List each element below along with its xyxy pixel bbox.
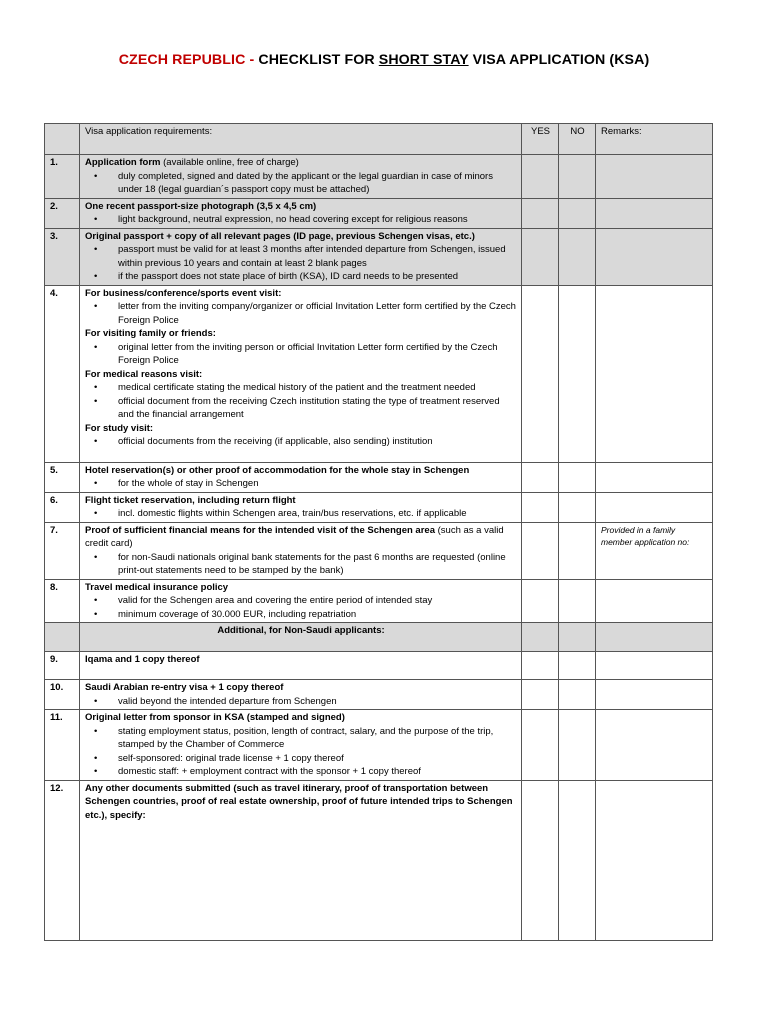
list-item: • self-sponsored: original trade license + 1 copy thereof [85,752,517,766]
remarks-cell[interactable] [596,285,713,462]
list-item: • letter from the inviting company/organizer or official Invitation Letter form certified by the Czech Foreign Police [85,300,517,327]
requirement-list [85,507,517,521]
list-item: • passport must be valid for at least 3 months after intended departure from Schengen, issued within previous 10 years and contain at least 2 blank pages [85,243,517,270]
requirement-heading [85,711,517,725]
requirement-heading [85,368,517,382]
requirement-heading [85,287,517,301]
requirement-heading-text: Travel medical insurance policy [85,581,229,593]
requirement-heading [85,524,517,551]
header-requirements: Visa application requirements: [80,124,522,155]
requirement-list [85,551,517,578]
requirement-list [85,725,517,779]
requirement-list [85,243,517,284]
row-number: 11. [45,710,80,781]
yes-checkbox-cell[interactable] [522,652,559,680]
list-item: • if the passport does not state place of birth (KSA), ID card needs to be presented [85,270,517,284]
requirement-heading-text: Hotel reservation(s) or other proof of accommodation for the whole stay in Schengen [85,464,470,476]
list-item: • minimum coverage of 30.000 EUR, including repatriation [85,608,517,622]
no-checkbox-cell[interactable] [559,492,596,522]
requirement-heading-text: Iqama and 1 copy thereof [85,654,200,665]
row-number: 1. [45,155,80,199]
no-checkbox-cell[interactable] [559,155,596,199]
list-item: • for the whole of stay in Schengen [85,477,517,491]
no-checkbox-cell[interactable] [559,522,596,579]
requirement-cell [80,462,522,492]
requirement-list [85,381,517,422]
requirement-cell [80,155,522,199]
no-checkbox-cell[interactable] [559,198,596,228]
list-item: • official documents from the receiving (if applicable, also sending) institution [85,435,517,449]
requirement-note: (available online, free of charge) [160,157,299,168]
requirement-heading-text: For medical reasons visit: [85,368,203,380]
section-num-cell [45,623,80,652]
yes-checkbox-cell[interactable] [522,155,559,199]
list-item: • light background, neutral expression, no head covering except for religious reasons [85,213,517,227]
requirement-list [85,477,517,491]
requirement-heading [85,156,517,170]
requirement-list [85,213,517,227]
requirement-heading [85,230,517,244]
requirement-cell [80,579,522,623]
remarks-cell[interactable] [596,652,713,680]
requirement-heading [85,464,517,478]
requirement-cell [80,710,522,781]
requirement-heading [85,327,517,341]
yes-checkbox-cell[interactable] [522,522,559,579]
requirement-heading-text: For business/conference/sports event visit: [85,287,282,299]
remarks-cell[interactable] [596,522,713,579]
requirement-heading-text: Proof of sufficient financial means for the intended visit of the Schengen area [85,524,435,536]
table-row [45,155,713,199]
requirement-heading [85,681,517,695]
remarks-cell[interactable] [596,780,713,940]
no-checkbox-cell[interactable] [559,285,596,462]
yes-checkbox-cell[interactable] [522,492,559,522]
header-row [45,124,713,155]
row-number: 2. [45,198,80,228]
remarks-cell[interactable] [596,198,713,228]
requirement-cell [80,228,522,285]
table-row [45,492,713,522]
requirement-heading-text: Application form [85,157,161,168]
table-row [45,780,713,940]
requirement-heading [85,200,517,214]
row-number: 10. [45,680,80,710]
yes-checkbox-cell[interactable] [522,710,559,781]
requirement-heading [85,581,517,595]
requirement-list [85,695,517,709]
list-item: • domestic staff: + employment contract with the sponsor + 1 copy thereof [85,765,517,779]
requirement-cell [80,522,522,579]
table-row [45,462,713,492]
list-item: • incl. domestic flights within Schengen area, train/bus reservations, etc. if applicable [85,507,517,521]
requirement-heading-text: Original letter from sponsor in KSA (stamped and signed) [85,712,345,723]
remarks-cell[interactable] [596,228,713,285]
requirement-heading-text: For visiting family or friends: [85,328,216,339]
list-item: • official document from the receiving Czech institution stating the type of treatment reserved and the financial arrangement [85,395,517,422]
yes-checkbox-cell[interactable] [522,198,559,228]
table-row [45,710,713,781]
list-item: • stating employment status, position, length of contract, salary, and the purpose of the trip, stamped by the Chamber of Commerce [85,725,517,752]
requirement-list [85,170,517,197]
list-item: • for non-Saudi nationals original bank statements for the past 6 months are requested (online print-out statements need to be stamped by the bank) [85,551,517,578]
row-number: 6. [45,492,80,522]
requirement-heading-text: For study visit: [85,422,154,434]
list-item: • medical certificate stating the medical history of the patient and the treatment needed [85,381,517,395]
requirement-cell [80,492,522,522]
yes-checkbox-cell[interactable] [522,780,559,940]
table-row [45,228,713,285]
row-number: 3. [45,228,80,285]
row-number: 8. [45,579,80,623]
table-row [45,579,713,623]
requirement-heading [85,422,517,436]
remarks-cell[interactable] [596,579,713,623]
table-row [45,680,713,710]
requirement-list [85,594,517,621]
no-checkbox-cell[interactable] [559,680,596,710]
no-checkbox-cell[interactable] [559,652,596,680]
section-label: Additional, for Non-Saudi applicants: [80,623,522,652]
yes-checkbox-cell[interactable] [522,579,559,623]
requirement-cell [80,652,522,680]
yes-checkbox-cell[interactable] [522,285,559,462]
requirement-cell [80,680,522,710]
row-number: 12. [45,780,80,940]
requirement-heading-text: Original passport + copy of all relevant pages (ID page, previous Schengen visas, etc.) [85,230,475,242]
header-remarks: Remarks: [596,124,713,155]
list-item: • original letter from the inviting person or official Invitation Letter form certified by the Czech Foreign Police [85,341,517,368]
table-row [45,285,713,462]
table-row [45,198,713,228]
requirement-list [85,341,517,368]
requirement-list [85,300,517,327]
remarks-cell[interactable] [596,462,713,492]
list-item: • valid beyond the intended departure from Schengen [85,695,517,709]
no-checkbox-cell[interactable] [559,780,596,940]
remark-text: Provided in a family member application no: [601,524,690,547]
requirement-heading [85,494,517,508]
table-row [45,522,713,579]
page-title [0,52,768,68]
header-num-cell [45,124,80,155]
row-number: 9. [45,652,80,680]
yes-checkbox-cell[interactable] [522,680,559,710]
row-number: 4. [45,285,80,462]
requirement-heading-text: Any other documents submitted (such as travel itinerary, proof of transportation between Schengen countries, proof of real estate ownership, proof of future intended trips to Schengen etc.), specify: [85,782,513,821]
no-checkbox-cell[interactable] [559,579,596,623]
requirement-heading [85,653,517,667]
title-short-stay: SHORT STAY [378,52,469,68]
title-part2: VISA APPLICATION (KSA) [472,52,650,68]
requirement-heading-text: One recent passport-size photograph (3,5 x 4,5 cm) [85,200,317,212]
no-cell [559,623,596,652]
no-checkbox-cell[interactable] [559,710,596,781]
requirement-heading-text: Saudi Arabian re-entry visa + 1 copy thereof [85,682,284,693]
requirement-cell [80,780,522,940]
header-no: NO [559,124,596,155]
requirement-cell [80,285,522,462]
remarks-cell [596,623,713,652]
remarks-cell[interactable] [596,710,713,781]
requirement-cell [80,198,522,228]
requirement-heading-text: Flight ticket reservation, including return flight [85,494,296,506]
yes-checkbox-cell[interactable] [522,228,559,285]
no-checkbox-cell[interactable] [559,462,596,492]
section-row [45,623,713,652]
no-checkbox-cell[interactable] [559,228,596,285]
yes-checkbox-cell[interactable] [522,462,559,492]
title-country: CZECH REPUBLIC - [118,52,255,68]
remarks-cell[interactable] [596,155,713,199]
row-number: 7. [45,522,80,579]
requirement-note: (such as a valid credit card) [85,524,504,549]
remarks-cell[interactable] [596,492,713,522]
requirement-heading [85,782,517,823]
list-item: • valid for the Schengen area and covering the entire period of intended stay [85,594,517,608]
row-number: 5. [45,462,80,492]
remarks-cell[interactable] [596,680,713,710]
title-part1: CHECKLIST FOR [258,52,375,68]
list-item: • duly completed, signed and dated by the applicant or the legal guardian in case of minors under 18 (legal guardian´s passport copy must be attached) [85,170,517,197]
checklist-table [44,123,713,941]
table-row [45,652,713,680]
requirement-list [85,435,517,449]
yes-cell [522,623,559,652]
header-yes: YES [522,124,559,155]
